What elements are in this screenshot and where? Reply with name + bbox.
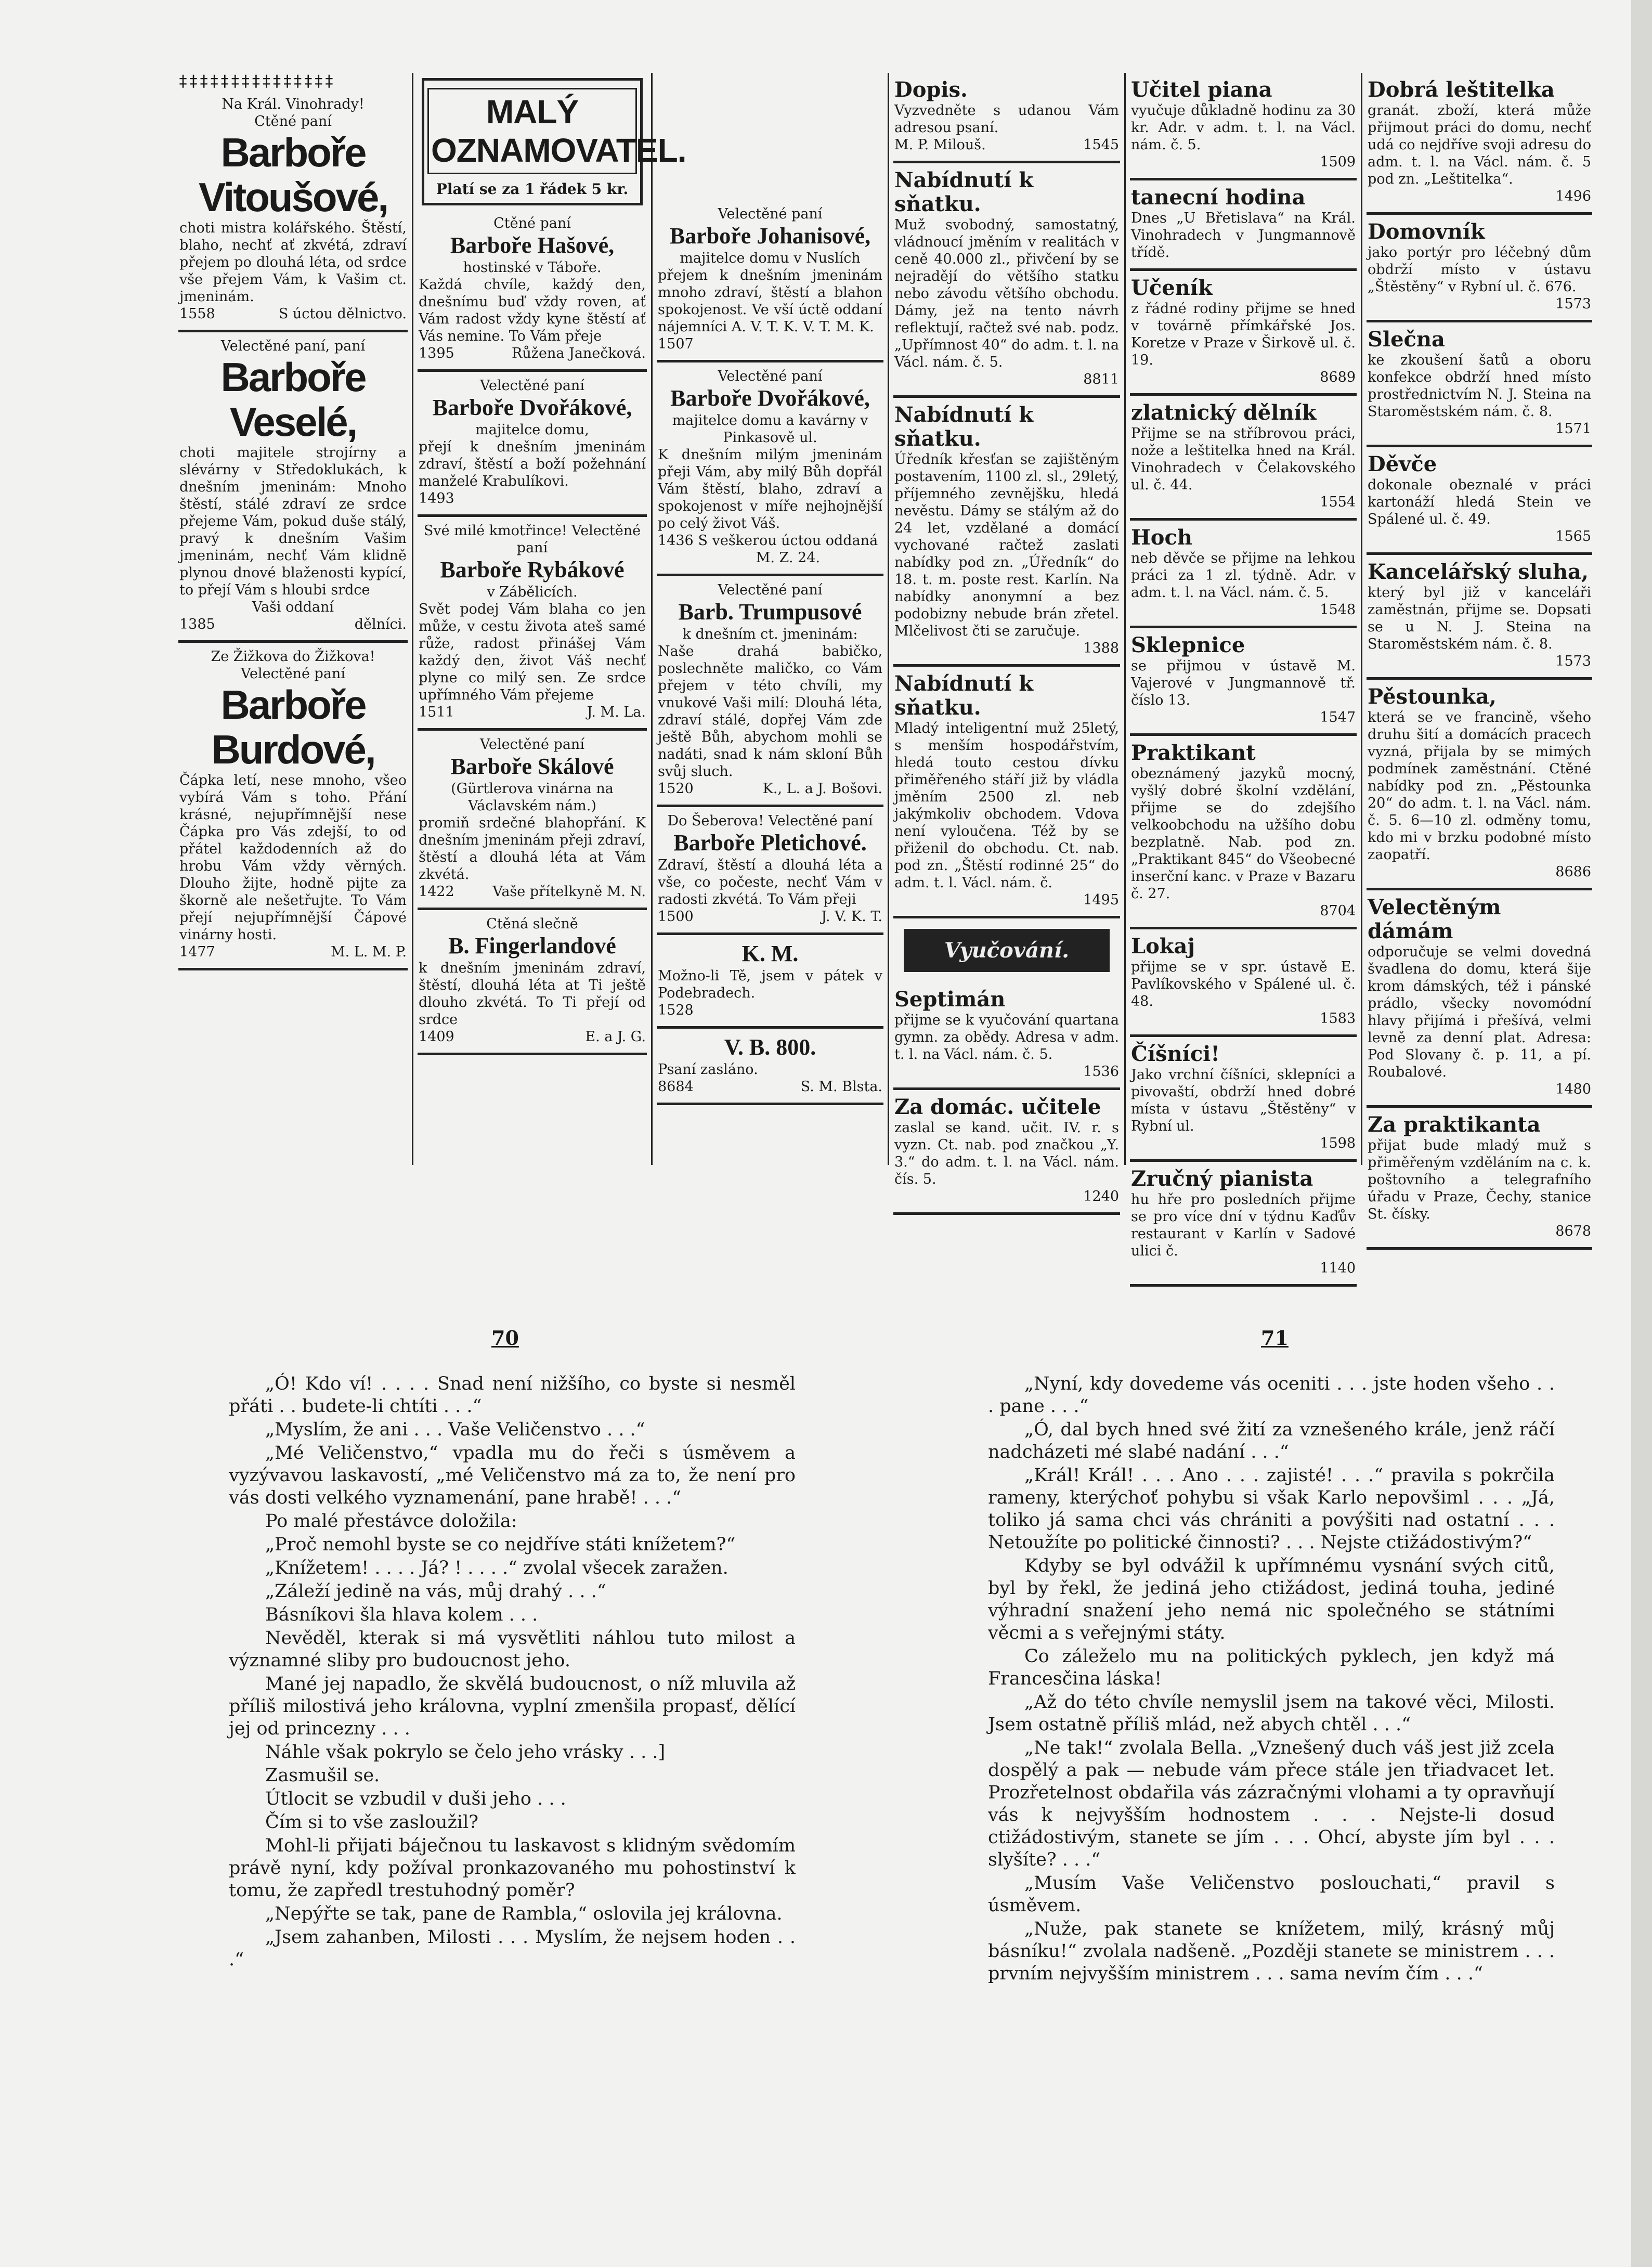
ad-number: 1547 — [1320, 709, 1356, 726]
ad-signature-row — [179, 943, 407, 961]
ad-item — [418, 210, 647, 372]
ad-signature: K., L. a J. Bošovi. — [762, 781, 882, 797]
ad-signature-row — [658, 1002, 882, 1019]
ad-body: Muž svobodný, samostatný, vládnoucí jměním v realitách v ceně 40.000 zl., přivčení by se nejradějí do většího statku nebo závodu většího obchodu. Dámy, jež na tento návrh reflektují, račtež své nab. podz. „Upřímnost 40“ do adm. t. l. na Václ. nám. č. 5. — [894, 217, 1119, 370]
ad-body: Možno-li Tě, jsem v pátek v Podebradech. — [658, 968, 882, 1001]
ad-heading: Velectěným dámám — [1368, 895, 1501, 943]
ad-item — [1367, 555, 1592, 680]
ad-column-1 — [174, 73, 413, 1165]
ad-number: 1548 — [1320, 602, 1356, 618]
ad-signature: M. P. Milouš. — [894, 137, 986, 153]
ad-item — [178, 643, 408, 970]
ad-signature-row — [419, 490, 646, 507]
ad-greeting: Své milé kmotřince! Velectěné paní — [423, 523, 641, 556]
ad-body: Vyzvedněte s udanou Vám adresou psaní. — [894, 102, 1119, 136]
ad-signature-row — [894, 136, 1119, 153]
ad-heading: Pěstounka, — [1368, 684, 1497, 709]
ad-signature-row — [179, 305, 407, 322]
ad-item — [1130, 271, 1357, 396]
ad-body: Mladý inteligentní muž 25letý, s menším hospodářstvím, hledá touto cestou dívku přiměřeného stáří již by vládla jměním 2500 zl. neb jakýmkoliv obchodem. Vdova není vyloučena. Též by se přiženil do obchodu. Ct. nab. pod zn. „Štěstí rodinné 25“ do adm. t. l. Václ. nám. č. — [894, 720, 1119, 891]
story-paragraph: „Král! Král! . . . Ano . . . zajisté! . . .“ pravila s pokrčila rameny, kterýchoť pohybu si však Karlo nepovšiml . . . „Já, toliko já sama chci vás chrániti a povýšiti nad ostatní . . . Netoužíte po politické činnosti? . . . Nejste ctižádostivým?“ — [988, 1465, 1555, 1553]
ad-body: dokonale obeznalé v práci kartonáží hledá Stein ve Spálené ul. č. 49. — [1368, 477, 1591, 527]
ad-signature-row — [179, 616, 407, 633]
story-paragraph: Útlocit se vzbudil v duši jeho . . . — [265, 1789, 566, 1809]
ad-item — [893, 73, 1120, 163]
story-page-71 — [988, 1373, 1555, 1986]
story-paragraph: „Až do této chvíle nemyslil jsem na takové věci, Milosti. Jsem ostatně příliš mlád, než abych chtěl . . .“ — [988, 1692, 1555, 1735]
story-paragraph: Po malé přestávce doložila: — [265, 1511, 517, 1532]
ad-heading: Za praktikanta — [1368, 1112, 1541, 1137]
ad-body: Zdraví, štěstí a dlouhá léta a vše, co počeste, nechť Vám v radosti zkvétá. To Vám přeji — [658, 857, 882, 908]
ad-number: 1565 — [1555, 528, 1591, 545]
ad-item — [1367, 73, 1592, 215]
ad-item — [657, 935, 883, 1029]
ad-number: 1385 — [179, 616, 215, 632]
ad-signature-row — [419, 883, 646, 900]
ad-body: hu hře pro posledních přijme se pro více dní v týdnu Kaďův restaurant v Karlín v Sadové ulici č. — [1131, 1191, 1356, 1259]
ad-closing: Vaši oddaní — [252, 599, 334, 615]
ad-name: Barboře Veselé, — [220, 354, 366, 445]
ad-greeting: Ctěné paní — [493, 215, 571, 231]
ad-body: přijat bude mladý muž s přiměřeným vzděláním na c. k. poštovního a telegrafního úřadu v Praze, Čechy, stanice St. čísky. — [1368, 1137, 1591, 1222]
ad-heading: Děvče — [1368, 452, 1437, 476]
ad-name: Barboře Burdové, — [211, 682, 375, 772]
ad-heading: Číšníci! — [1131, 1042, 1220, 1066]
ad-signature-row — [1131, 494, 1356, 511]
ad-number: 8811 — [1083, 371, 1119, 387]
ad-signature-row — [658, 780, 882, 797]
ad-signature-row — [658, 908, 882, 925]
section-subtitle: Platí se za 1 řádek 5 kr. — [436, 180, 629, 198]
ad-item — [1367, 447, 1592, 555]
story-paragraph: Kdyby se byl odvážil k upřímnému vysnání svých citů, byl by řekl, že jediná jeho ctižádost, jediná touha, jediné výhradní snažení jeho nemá nic společného se státními věcmi a s veřejnými státy. — [988, 1556, 1555, 1643]
ad-greeting: Velectěné paní — [480, 378, 584, 394]
ad-signature-row — [658, 335, 882, 353]
ad-signature-row — [1131, 369, 1356, 386]
ad-item — [1367, 680, 1592, 890]
ad-body: promiň srdečné blahopřání. K dnešním jmeninám přeji zdraví, štěstí a dlouhá léta at Vám zkvétá. — [419, 815, 646, 883]
ad-signature-row — [1368, 863, 1591, 880]
story-paragraph: Básníkovi šla hlava kolem . . . — [265, 1604, 538, 1625]
ad-number: 8678 — [1555, 1223, 1591, 1239]
ad-item — [1367, 890, 1592, 1108]
story-paragraph: „Myslím, že ani . . . Vaše Veličenstvo . . .“ — [265, 1419, 645, 1440]
ad-body: z řádné rodiny přijme se hned v továrně přímkářské Jos. Koretze v Praze v Širkově ul. č. 19. — [1131, 301, 1356, 368]
ad-number: 8704 — [1320, 903, 1356, 919]
ad-body: ke zkoušení šatů a oboru konfekce obdrží hned místo prostřednictvím N. J. Steina na Staroměstském nám. č. 8. — [1368, 352, 1591, 420]
story-paragraph: „Knížetem! . . . . Já? ! . . . .“ zvolal všecek zaražen. — [265, 1558, 729, 1578]
ad-signature-row — [1368, 295, 1591, 313]
ad-item — [1130, 929, 1357, 1037]
ad-body: vyučuje důkladně hodinu za 30 kr. Adr. v adm. t. l. na Václ. nám. č. 5. — [1131, 102, 1356, 153]
ad-name: Barboře Dvořákové, — [670, 385, 870, 411]
ad-heading: Domovník — [1368, 219, 1485, 244]
story-paragraph: „Záleží jedině na vás, můj drahý . . .“ — [265, 1581, 606, 1602]
ad-number: 1140 — [1320, 1260, 1356, 1276]
ad-number: 1480 — [1555, 1081, 1591, 1097]
ad-name: V. B. 800. — [724, 1034, 816, 1060]
ad-heading: Nabídnutí k sňatku. — [894, 671, 1034, 720]
ad-body: Svět podej Vám blaha co jen může, v cestu života ateš samé růže, radost přinášej Vám každý den, život Váš nechť plyne co milý sen. Ze srdce upřímného Vám přejeme — [419, 601, 646, 703]
ad-number: 1536 — [1083, 1064, 1119, 1080]
ad-item — [1130, 521, 1357, 628]
ad-signature-row — [894, 1188, 1119, 1205]
ad-number: 1507 — [658, 336, 694, 352]
ad-signature: S. M. Blsta. — [800, 1079, 882, 1095]
story-paragraph: „Musím Vaše Veličenstvo poslouchati,“ pravil s úsměvem. — [988, 1873, 1555, 1916]
story-paragraph: „Mé Veličenstvo,“ vpadla mu do řeči s úsměvem a vyzývavou laskavostí, „mé Veličenstvo má za to, že není pro vás dosti velkého vyznamenání, pane hrabě! . . .“ — [229, 1443, 796, 1508]
ad-body: granát. zboží, která může přijmout práci do domu, nechť udá co nejdříve svoji adresu do adm. t. l. na Václ. nám. č. 5 pod zn. „Leštitelka“. — [1368, 102, 1591, 187]
ad-item — [1130, 73, 1357, 180]
ad-body: která se ve francině, všeho druhu šití a domácích pracech vyzná, přijala by se mimých podmínek zaměstnání. Ctěné nabídky pod zn. „Pěstounka 20“ do adm. t. l. na Václ. nám. č. 5. 6—10 zl. odměny tomu, kdo mi v brzku podobné místo zaopatří. — [1368, 709, 1591, 863]
ad-item — [1367, 215, 1592, 322]
ad-number: 1493 — [419, 490, 454, 507]
ad-signature-row — [1368, 653, 1591, 670]
ad-heading: tanecní hodina — [1131, 185, 1306, 210]
ad-body: K dnešním milým jmeninám přeji Vám, aby milý Bůh dopřál Vám štěstí, blaho, zdraví a spokojenost v míře nejhojnější po celý život Váš. — [658, 447, 882, 532]
section-title: MALÝ OZNAMOVATEL. — [427, 88, 637, 174]
ad-column-5 — [1126, 73, 1362, 1276]
story-paragraph: „Nuže, pak stanete se knížetem, milý, krásný můj básníku!“ zvolala nadšeně. „Později stanete se ministrem . . . prvním nejvyšším ministrem . . . sama nevím čím . . .“ — [988, 1919, 1555, 1984]
ad-name: Barboře Dvořákové, — [432, 395, 632, 420]
ad-heading: Hoch — [1131, 525, 1192, 550]
ad-signature: Růžena Janečková. — [512, 345, 646, 361]
ad-signature: dělníci. — [354, 616, 407, 632]
ad-item — [893, 163, 1120, 398]
category-banner: Vyučování. — [904, 929, 1110, 972]
ad-body: jako portýr pro léčebný dům obdrží místo v ústavu „Štěstěny“ v Rybní ul. č. 676. — [1368, 244, 1591, 295]
ad-number: 1388 — [1083, 640, 1119, 656]
story-page-70 — [229, 1373, 796, 1972]
ad-signature: E. a J. G. — [585, 1029, 646, 1045]
ad-signature-row — [1368, 528, 1591, 545]
ad-number: 1477 — [179, 944, 215, 960]
ad-signature-row — [894, 640, 1119, 657]
story-paragraph: „Ne tak!“ zvolala Bella. „Vznešený duch váš jest již zcela dospělý a pak — nebude vám přece stále jen třiadvacet let. Prozřetelnost obdařila vás zázračnými vlohami a ty opravňují vás k nejvyšším hodnostem . . . Nejste-li dosud ctižádostivým, stanete se jím . . . Ohcí, abyste jím byl . . . slyšíte? . . .“ — [988, 1738, 1555, 1870]
ad-item — [893, 1090, 1120, 1215]
ad-body: Úředník křesťan se zajištěným postavením, 1100 zl. sl., 29letý, příjemného zevnějšku, hledá nevěstu. Dámy se stálým až do 24 let, vzdělané a domácí vychované račtež zaslati nabídky pod zn. „Úředník“ do 18. t. m. poste rest. Karlín. Na nabídky anonymní a bez podobizny nebude brán zřetel. Mlčelivost čti se zaručuje. — [894, 451, 1119, 639]
ad-heading: Dopis. — [894, 77, 968, 102]
ad-heading: Lokaj — [1131, 934, 1195, 958]
classified-ads-section — [174, 72, 1596, 1276]
story-paragraph: Mané jej napadlo, že skvělá budoucnost, o níž mluvila až příliš milostivá jeho královna, vyplní zmenšila propasť, dělící jej od princezny . . . — [229, 1674, 796, 1739]
ad-item — [178, 90, 408, 332]
ad-number: 8689 — [1320, 369, 1356, 385]
ad-column-6 — [1362, 73, 1596, 1239]
ad-heading: Zručný pianista — [1131, 1167, 1313, 1191]
story-paragraph: Zasmušil se. — [265, 1765, 380, 1786]
ad-item — [1130, 628, 1357, 736]
ad-subtitle: majitelce domu, — [475, 422, 589, 438]
ad-column-4 — [889, 73, 1126, 1204]
ad-signature-row — [419, 1028, 646, 1045]
section-title-box — [422, 78, 686, 205]
ad-greeting: Ze Žižkova do Žižkova! Velectěné paní — [211, 649, 375, 682]
ad-signature-row — [1131, 902, 1356, 919]
ad-body: odporučuje se velmi dovedná švadlena do domu, která šije krom dámských, též i pánské prádlo, všecky novomódní hlavy přijímá i přešívá, velmi levně za denní plat. Adresa: Pod Slovany č. p. 11, a pí. Roubalové. — [1368, 944, 1591, 1080]
ad-signature-row — [1131, 153, 1356, 171]
ad-item — [1367, 322, 1592, 447]
ad-subtitle: majitelce domu a kavárny v Pinkasově ul. — [672, 412, 868, 446]
ad-signature-row — [1368, 1223, 1591, 1240]
ad-name: Barboře Johanisové, — [669, 223, 871, 249]
ad-number: 1558 — [179, 306, 215, 322]
ad-body: obeznámený jazyků mocný, vyšlý dobré školní vzdělání, přijme se do zdejšího velkoobchodu na užšího dobu bezplatně. Nab. pod zn. „Praktikant 845“ do Všeobecné inserční kanc. v Praze v Bazaru č. 27. — [1131, 766, 1356, 902]
ad-number: 1436 — [658, 533, 694, 549]
ad-number: 1520 — [658, 781, 694, 797]
story-paragraph: Co záleželo mu na politických pyklech, jen když má Francesčina láska! — [988, 1646, 1555, 1689]
ad-heading: Slečna — [1368, 327, 1445, 352]
ad-body: přijme se k vyučování quartana gymn. za obědy. Adresa v adm. t. l. na Václ. nám. č. 5. — [894, 1012, 1119, 1063]
ad-signature: M. L. M. P. — [331, 944, 407, 960]
ad-greeting: Ctěná slečně — [486, 916, 578, 932]
ad-item — [178, 332, 408, 643]
ad-signature-row — [1368, 1081, 1591, 1098]
ad-column-3 — [653, 73, 889, 1165]
ad-body: se přijmou v ústavě M. Vajerové v Jungmannově tř. číslo 13. — [1131, 658, 1356, 708]
ad-greeting: Velectěné paní — [718, 368, 823, 384]
ad-name: Barboře Skálové — [450, 754, 614, 779]
ad-signature-row — [658, 532, 882, 566]
story-paragraph: „Ó, dal bych hned své žití za vznešeného krále, jenž ráčí nadcházeti mé slabé nadání . . .“ — [988, 1419, 1555, 1462]
ad-subtitle: v Zábělicích. — [487, 584, 578, 600]
ad-item — [893, 667, 1120, 918]
story-paragraph: „Nyní, kdy dovedeme vás oceniti . . . jste hoden všeho . . . pane . . .“ — [988, 1374, 1555, 1417]
ad-body: Dnes „U Břetislava“ na Král. Vinohradech v Jungmannově třídě. — [1131, 210, 1356, 261]
ad-item — [1130, 396, 1357, 521]
ad-signature-row — [894, 1063, 1119, 1080]
ad-heading: Za domác. učitele — [894, 1095, 1101, 1119]
story-paragraph: Nevěděl, kterak si má vysvětliti náhlou tuto milost a významné sliby pro budoucnost jeho. — [229, 1628, 796, 1671]
ad-item — [418, 517, 647, 731]
story-paragraph: „Nepýřte se tak, pane de Rambla,“ oslovila jej královna. — [265, 1903, 783, 1924]
ad-body: Naše drahá babičko, poslechněte maličko, co Vám přejem v této chvíli, my vnukové Vaši milí: Dlouhá léta, zdraví stálé, dopřej Vám zde ještě Bůh, abychom mohli se nadáti, snad k nám skloní Bůh svůj sluch. — [658, 643, 882, 780]
ad-number: 1509 — [1320, 154, 1356, 170]
ad-body: k dnešním jmeninám zdraví, štěstí, dlouhá léta at Ti ještě dlouho zkvétá. To Ti přejí od srdce — [419, 960, 646, 1028]
ad-body: Psaní zasláno. — [658, 1061, 758, 1078]
ad-item — [1367, 1108, 1592, 1250]
ad-item — [893, 982, 1120, 1090]
ad-body: Každá chvíle, každý den, dnešnímu buď vždy roven, ať Vám radost vždy kyne štěstí ať Vás nemine. To Vám přeje — [419, 277, 646, 344]
ad-signature-row — [419, 704, 646, 721]
ad-item — [1130, 1037, 1357, 1162]
ad-subtitle: hostinské v Táboře. — [463, 260, 602, 276]
ad-number: 8684 — [658, 1079, 694, 1095]
story-paragraph: „Jsem zahanben, Milosti . . . Myslím, že nejsem hoden . . .“ — [229, 1927, 796, 1970]
ad-greeting: Do Šeberova! Velectěné paní — [667, 813, 873, 829]
ad-body: přejem k dnešním jmeninám mnoho zdraví, štěstí a blahon spokojenost. Ve vší úctě oddaní nájemníci A. V. T. K. V. T. M. K. — [658, 267, 882, 335]
ad-signature: S úctou dělnictvo. — [278, 306, 407, 322]
ad-body: přijme se v spr. ústavě E. Pavlíkovského v Spálené ul. č. 48. — [1131, 959, 1356, 1009]
scan-edge — [1631, 0, 1652, 2267]
ad-body: přejí k dnešním jmeninám zdraví, štěstí a boží požehnání manželé Krabulíkovi. — [419, 439, 646, 489]
ad-item — [657, 200, 883, 362]
ad-signature-row — [1131, 1260, 1356, 1277]
ad-signature-row — [419, 345, 646, 362]
ad-greeting: Ctěné paní — [254, 113, 332, 129]
ad-location: Na Král. Vinohrady! — [222, 96, 365, 112]
ad-greeting: Velectěné paní — [718, 206, 823, 222]
ad-name: Barboře Vitoušové, — [198, 129, 387, 220]
ad-heading: Kancelářský sluha, — [1368, 560, 1589, 584]
ad-number: 1422 — [419, 884, 454, 900]
ad-item — [1130, 180, 1357, 271]
ad-number: 1573 — [1555, 296, 1591, 312]
ad-greeting: Velectěné paní — [480, 736, 584, 753]
ad-signature: S veškerou úctou oddaná M. Z. 24. — [698, 533, 878, 566]
ad-heading: Praktikant — [1131, 741, 1256, 765]
ad-number: 1528 — [658, 1002, 694, 1018]
ad-body: choti majitele strojírny a slévárny v Středoklukách, k dnešním jmeninám: Mnoho štěstí, stálé zdraví ze srdce přejeme Vám, pokud duše stálý, pravý k dnešním Vašim jmeninám, nechť Vám klidně plynou dnové blaženosti kypící, to přejí Vám s hloubi srdce — [179, 445, 407, 598]
ad-body: Jako vrchní číšníci, sklepníci a pivovaští, obdrží hned dobré místa v ústavu „Štěstěny“ v Rybní ul. — [1131, 1067, 1356, 1134]
ad-heading: Septimán — [894, 987, 1006, 1012]
ad-item — [1130, 1162, 1357, 1287]
ad-signature-row — [1131, 1135, 1356, 1152]
ad-number: 1598 — [1320, 1135, 1356, 1151]
ad-subtitle: k dnešním ct. jmeninám: — [682, 626, 858, 642]
ad-body: zaslal se kand. učit. IV. r. s vyzn. Ct. nab. pod značkou „Y. 3.“ do adm. t. l. na Václ. nám. čís. 5. — [894, 1120, 1119, 1187]
ad-signature-row — [894, 371, 1119, 388]
story-paragraph: Náhle však pokrylo se čelo jeho vrásky . . .] — [265, 1742, 666, 1763]
story-paragraph: „Proč nemohl byste se co nejdříve státi knížetem?“ — [265, 1534, 736, 1555]
ad-heading: zlatnický dělník — [1131, 400, 1317, 425]
ad-signature: J. V. K. T. — [821, 909, 882, 925]
ad-item — [657, 576, 883, 807]
story-paragraph: Čím si to vše zasloužil? — [265, 1812, 479, 1833]
ad-item — [657, 1029, 883, 1105]
ad-number: 1409 — [419, 1029, 454, 1045]
ad-greeting: Velectěné paní — [718, 582, 823, 598]
ad-body: choti mistra kolářského. Štěstí, blaho, nechť ať zkvétá, zdraví přejem po dlouhá léta, od srdce vše přejem Vám, k Vašim ct. jmeninám. — [179, 220, 407, 305]
ad-number: 1554 — [1320, 494, 1356, 510]
ad-heading: Učitel piana — [1131, 77, 1272, 102]
ad-number: 1500 — [658, 909, 694, 925]
ad-heading: Nabídnutí k sňatku. — [894, 403, 1034, 451]
ad-signature-row — [1131, 709, 1356, 726]
ad-item — [418, 910, 647, 1055]
ad-body: který byl již v kanceláři zaměstnán, přijme se. Dopsati se u N. J. Steina na Staroměstském nám. č. 8. — [1368, 585, 1591, 652]
ad-signature-row — [1131, 1010, 1356, 1027]
ornament-border: ‡‡‡‡‡‡‡‡‡‡‡‡‡‡‡ — [178, 72, 335, 90]
ad-body: Čápka letí, nese mnoho, všeo vybírá Vám s toho. Přání krásné, nejupřímnější nese Čápka pro Vás zdejší, to od přátel každodenních až do hrobu Vám vždy věrných. Dlouho žijte, hodně pijte za škorně ale nešetřujte. To Vám přejí nejupřímnější Čápové vinárny hosti. — [179, 772, 407, 943]
ad-name: Barb. Trumpusové — [678, 599, 862, 625]
ad-name: K. M. — [742, 941, 799, 966]
ad-number: 8686 — [1555, 864, 1591, 880]
ad-item — [1130, 736, 1357, 929]
ad-item — [418, 372, 647, 517]
ad-item — [657, 362, 883, 576]
ad-subtitle: majitelce domu v Nuslích — [680, 250, 861, 266]
story-paragraph: „Ó! Kdo ví! . . . . Snad není nižšího, co byste si nesměl přáti . . budete-li chtíti . . .“ — [229, 1374, 796, 1417]
ad-item — [418, 731, 647, 910]
ad-subtitle: (Gürtlerova vinárna na Václavském nám.) — [451, 781, 614, 814]
ad-item — [893, 398, 1120, 667]
ad-number: 1511 — [419, 704, 454, 720]
ad-number: 1240 — [1083, 1188, 1119, 1204]
ad-number: 1571 — [1555, 421, 1591, 437]
ad-number: 1545 — [1083, 137, 1119, 153]
ad-signature: Vaše přítelkyně M. N. — [492, 884, 646, 900]
story-paragraph: Mohl-li přijati báječnou tu laskavost s klidným svědomím právě nyní, kdy požíval pronkazovaného mu pohostinství k tomu, že zapředl trestuhodný poměr? — [229, 1835, 796, 1901]
ad-name: Barboře Pletichové. — [673, 830, 867, 856]
ad-signature-row — [1131, 601, 1356, 618]
ad-signature-row — [894, 891, 1119, 909]
ad-number: 1395 — [419, 345, 454, 361]
ad-number: 1573 — [1555, 653, 1591, 669]
ad-signature-row — [658, 1078, 882, 1095]
ad-heading: Dobrá leštitelka — [1368, 77, 1555, 102]
ad-heading: Učeník — [1131, 276, 1213, 300]
page-number-71: 71 — [1261, 1326, 1289, 1350]
ad-item — [657, 807, 883, 935]
ad-signature: J. M. La. — [587, 704, 646, 720]
page-number-70: 70 — [491, 1326, 519, 1350]
ad-number: 1495 — [1083, 892, 1119, 908]
ad-body: Přijme se na stříbrovou práci, nože a leštitelka hned na Král. Vinohradech v Čelakovského ul. č. 44. — [1131, 425, 1356, 493]
ad-heading: Nabídnutí k sňatku. — [894, 168, 1034, 216]
ad-greeting: Velectěné paní, paní — [220, 338, 366, 354]
ad-body: neb děvče se přijme na lehkou práci za 1 zl. týdně. Adr. v adm. t. l. na Václ. nám. č. 5. — [1131, 550, 1356, 601]
ad-name: Barboře Hašové, — [450, 232, 615, 258]
ad-signature-row — [1368, 420, 1591, 437]
ad-signature-row — [1368, 188, 1591, 205]
ad-name: Barboře Rybákové — [440, 557, 625, 582]
ad-heading: Sklepnice — [1131, 633, 1245, 657]
ad-number: 1583 — [1320, 1011, 1356, 1027]
ad-number: 1496 — [1555, 188, 1591, 204]
ad-name: B. Fingerlandové — [448, 933, 616, 958]
